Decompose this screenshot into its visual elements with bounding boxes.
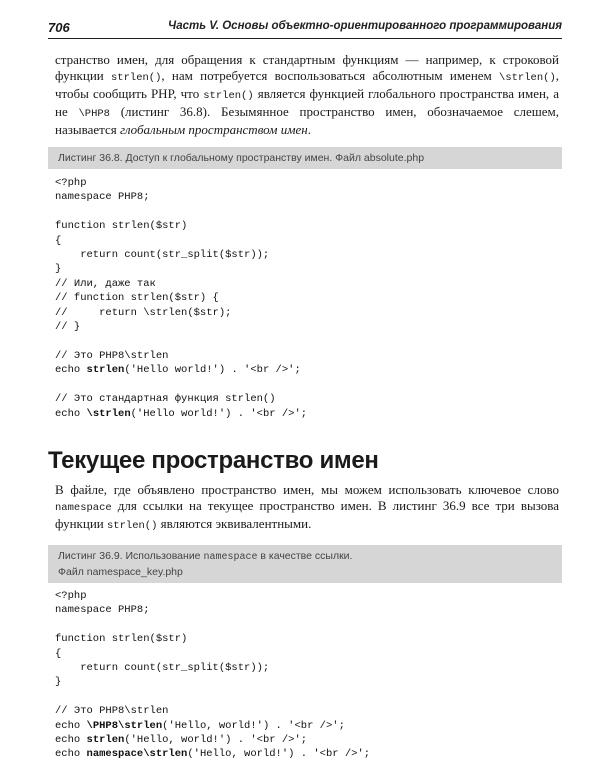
code-line: // Или, даже так	[55, 277, 156, 290]
code-line	[55, 690, 555, 704]
code-token: echo	[55, 748, 87, 761]
code-line: // Это PHP8\strlen	[55, 349, 169, 362]
code-token: ('Hello world!') . '<br />';	[124, 364, 301, 377]
code-token: echo	[55, 719, 87, 732]
code-line	[55, 407, 555, 421]
code-line	[55, 363, 555, 377]
code-line: }	[55, 676, 62, 689]
code-token: ('Hello world!') . '<br />';	[130, 407, 308, 420]
emphasis: глобальным пространством имен	[119, 122, 308, 137]
section-heading: Текущее пространство имен	[48, 447, 379, 474]
code-token: ('Hello, world!') . '<br />';	[187, 748, 371, 761]
code-line: function strlen($str)	[55, 220, 188, 233]
code-line: <?php	[55, 590, 87, 602]
page-header	[48, 20, 562, 39]
code-listing	[55, 589, 555, 762]
code-token: ('Hello, world!') . '<br />';	[124, 734, 308, 747]
inline-code: strlen()	[203, 90, 254, 102]
code-token-bold: \strlen	[86, 407, 131, 420]
inline-code: \PHP8	[78, 108, 110, 120]
code-token: echo	[55, 407, 87, 420]
intro-paragraph	[55, 52, 559, 138]
code-line	[55, 334, 555, 348]
code-line: // Это PHP8\strlen	[55, 705, 169, 718]
text: являются эквивалентными.	[157, 516, 312, 531]
page-number: 706	[48, 20, 70, 35]
code-line: <?php	[55, 177, 87, 189]
code-line	[55, 747, 555, 761]
code-line: // function strlen($str) {	[55, 292, 219, 305]
code-line	[55, 205, 555, 219]
code-line	[55, 719, 555, 733]
code-token-bold: \PHP8\strlen	[86, 719, 163, 732]
code-line: namespace PHP8;	[55, 191, 150, 204]
text: (листинг 36.8). Безымянное пространство имен, обозначаемое слешем, называется	[55, 104, 559, 137]
text: , чтобы сообщить PHP, что	[55, 68, 559, 101]
listing-caption	[48, 545, 562, 583]
code-listing	[55, 176, 555, 421]
text: является функцией глобального пространства имен, а не	[55, 86, 559, 119]
section-paragraph	[55, 482, 559, 534]
text: .	[307, 122, 311, 137]
text: , нам потребуется воспользоваться абсолютным именем	[161, 68, 500, 83]
code-line: namespace PHP8;	[55, 604, 150, 617]
running-title: Часть V. Основы объектно-ориентированного программирования	[168, 20, 562, 32]
code-token-bold: strlen	[86, 364, 125, 377]
code-token-bold: namespace\strlen	[86, 748, 188, 761]
text: В файле, где объявлено пространство имен, мы можем использовать ключевое слово	[55, 482, 559, 497]
code-line	[55, 378, 555, 392]
listing-caption-line	[58, 549, 552, 565]
listing-caption: Листинг 36.8. Доступ к глобальному пространству имен. Файл absolute.php	[48, 147, 562, 169]
inline-code: namespace	[55, 502, 112, 514]
text: Листинг 36.9. Использование	[58, 550, 204, 562]
code-line: // return \strlen($str);	[55, 306, 232, 319]
code-line: {	[55, 234, 62, 247]
code-line: {	[55, 647, 62, 660]
code-token: echo	[55, 734, 87, 747]
code-line: return count(str_split($str));	[55, 662, 270, 675]
code-token: ('Hello, world!') . '<br />';	[162, 719, 345, 732]
text: странство имен, для обращения к стандартным функциям — например, к строковой функции	[55, 52, 559, 83]
inline-code: strlen()	[107, 520, 158, 532]
text: в качестве ссылки.	[257, 550, 353, 562]
code-line: // }	[55, 321, 81, 334]
code-token-bold: strlen	[86, 734, 125, 747]
code-line: // Это стандартная функция strlen()	[55, 393, 276, 406]
inline-code: \strlen()	[499, 72, 556, 84]
code-line: return count(str_split($str));	[55, 249, 270, 262]
inline-code: strlen()	[111, 72, 162, 84]
code-line: }	[55, 263, 62, 276]
code-line	[55, 618, 555, 632]
inline-code: namespace	[203, 552, 258, 563]
listing-caption-line: Файл namespace_key.php	[58, 566, 183, 578]
code-line	[55, 733, 555, 747]
code-token: echo	[55, 364, 87, 377]
text: для ссылки на текущее пространство имен. В листинг 36.9 все три вызова функции	[55, 498, 559, 531]
code-line: function strlen($str)	[55, 633, 188, 646]
